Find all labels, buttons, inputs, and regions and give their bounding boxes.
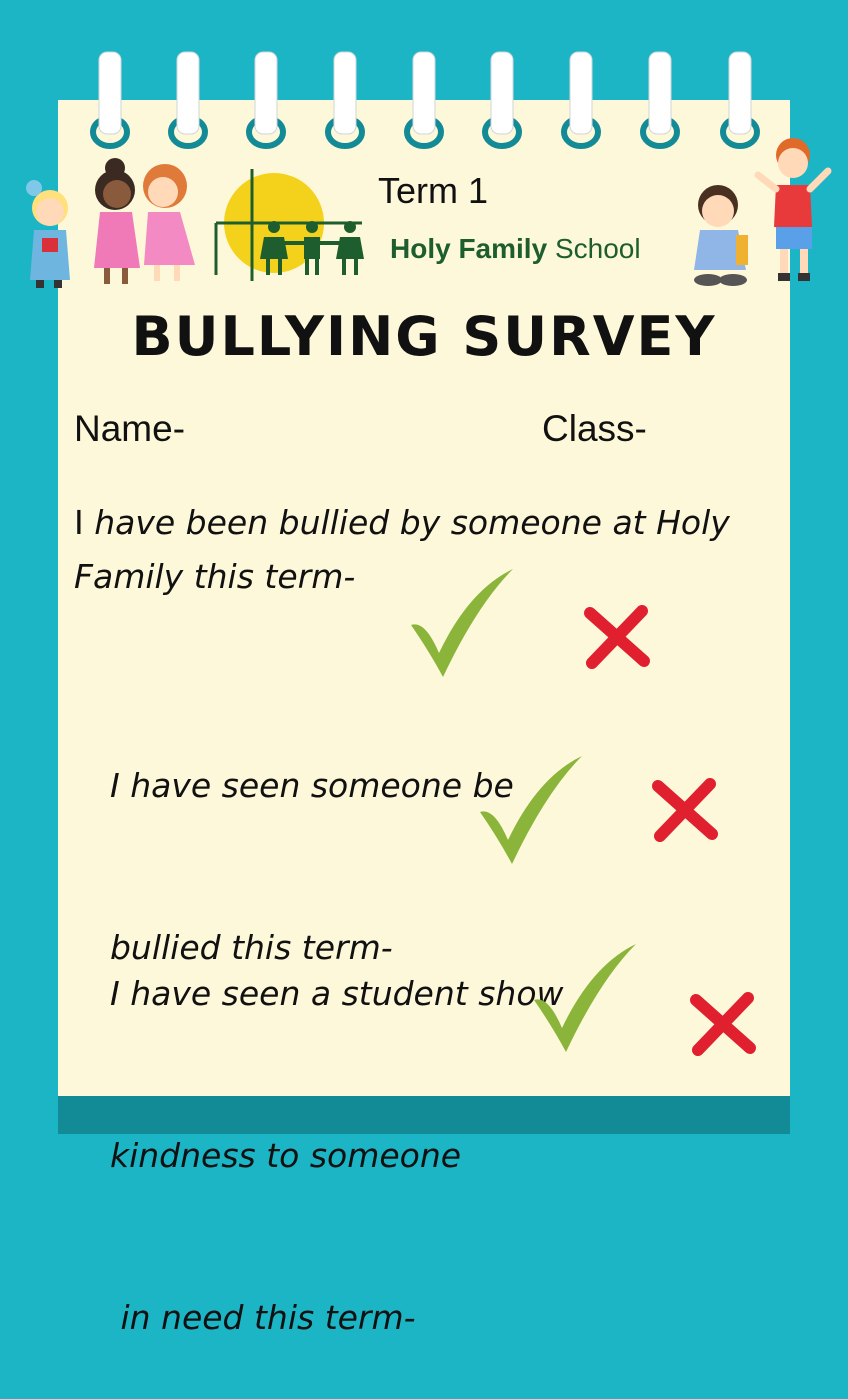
question-3-line-1: I have seen a student show — [109, 974, 564, 1013]
school-name-rest: School — [554, 233, 641, 264]
question-3 — [68, 913, 564, 1399]
spiral-ring-icon — [249, 52, 283, 146]
children-illustration-right — [678, 135, 838, 295]
question-2-line-1: I have seen someone be — [109, 766, 514, 805]
term-label: Term 1 — [378, 170, 489, 211]
sad-girl-figure — [26, 180, 70, 288]
class-field-label: Class- — [542, 408, 647, 449]
name-field-label: Name- — [74, 408, 186, 449]
children-illustration-left — [20, 150, 210, 290]
question-3-line-3: in need this term- — [109, 1298, 416, 1337]
survey-title: BULLYING SURVEY — [131, 305, 717, 368]
whispering-girl-figure — [94, 158, 140, 284]
question-1: I have been bullied by someone at Holy Family this term- — [74, 503, 730, 596]
spiral-ring-icon — [643, 52, 677, 146]
laughing-girl-figure — [143, 164, 195, 281]
sad-boy-figure — [694, 185, 748, 286]
spiral-ring-icon — [485, 52, 519, 146]
cross-icon[interactable] — [650, 776, 720, 846]
question-2-line-2: bullied this term- — [109, 928, 393, 967]
cross-icon[interactable] — [688, 990, 758, 1060]
school-name — [390, 233, 641, 265]
spiral-ring-icon — [564, 52, 598, 146]
spiral-ring-icon — [723, 52, 757, 146]
question-3-line-2: kindness to someone — [109, 1136, 462, 1175]
school-name-bold: Holy Family — [390, 233, 548, 264]
spiral-ring-icon — [93, 52, 127, 146]
school-logo-icon — [212, 165, 382, 285]
checkmark-icon[interactable] — [530, 940, 640, 1060]
checkmark-icon[interactable] — [407, 565, 517, 685]
spiral-ring-icon — [171, 52, 205, 146]
cross-icon[interactable] — [582, 603, 652, 673]
spiral-ring-icon — [328, 52, 362, 146]
spiral-ring-icon — [407, 52, 441, 146]
checkmark-icon[interactable] — [476, 752, 586, 872]
happy-boy-figure — [758, 138, 828, 281]
